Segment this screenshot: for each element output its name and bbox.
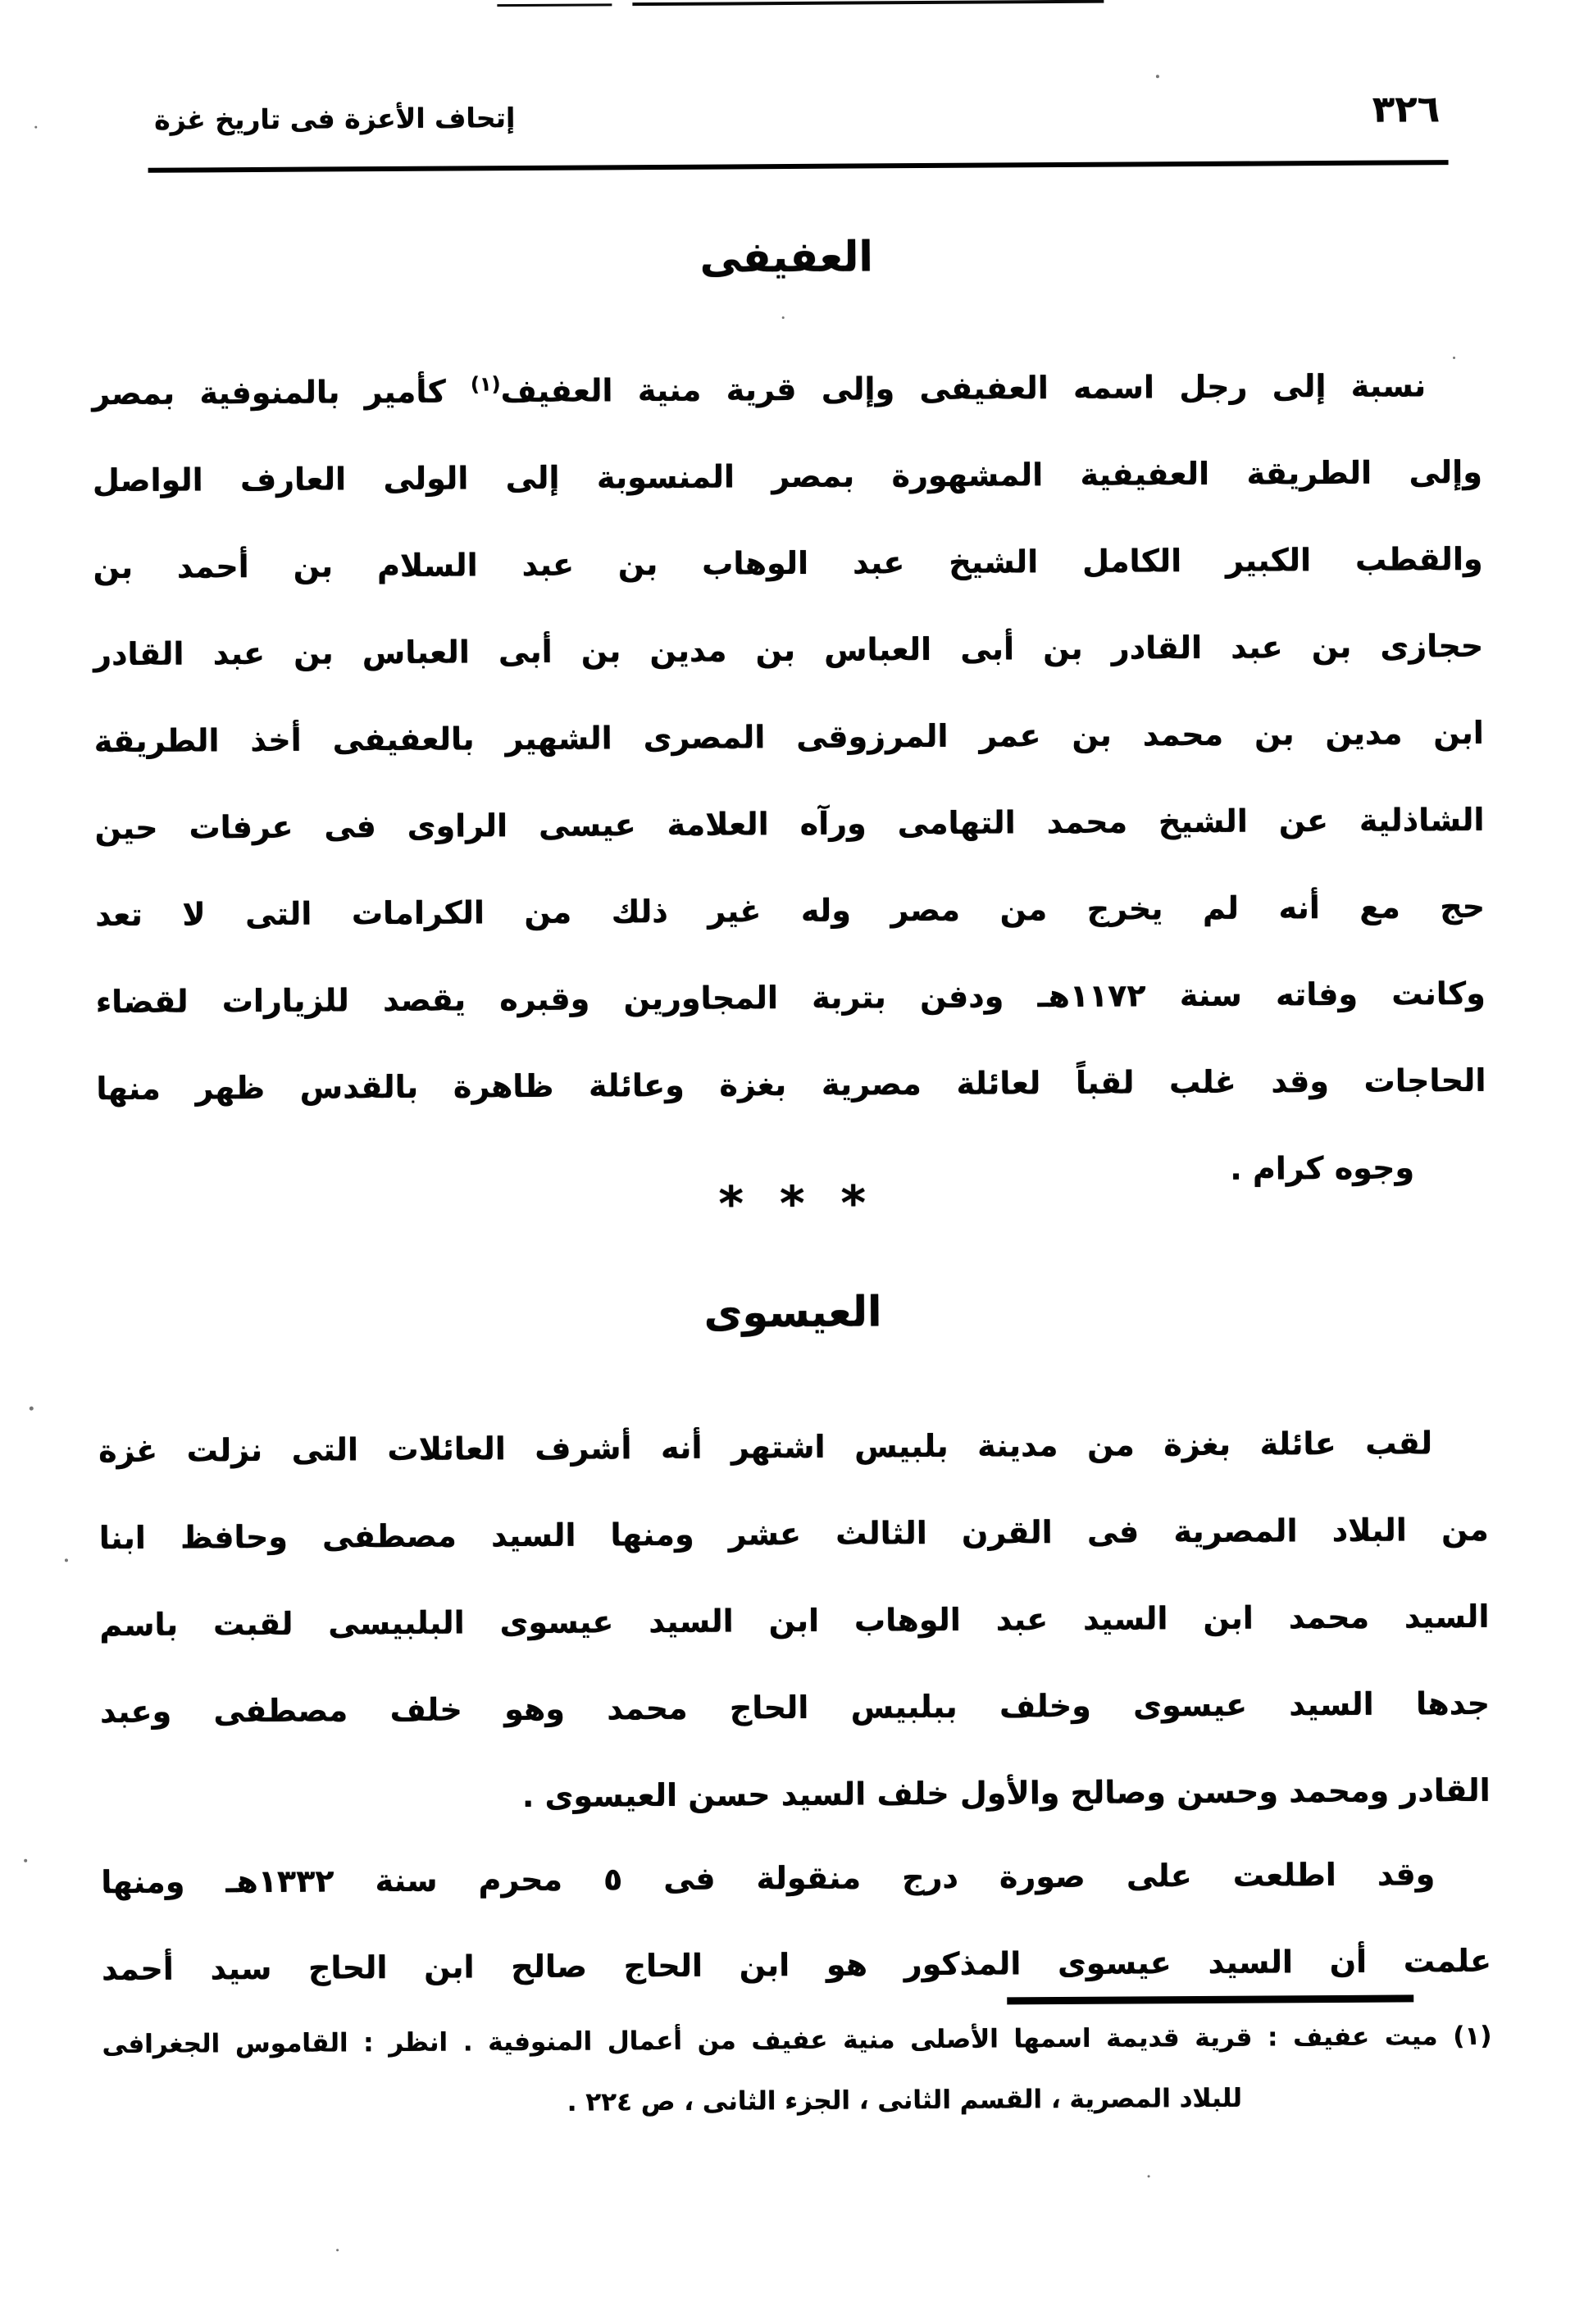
text-line: جدها السيد عيسوى وخلف ببلبيس الحاج محمد وهو خلف مصطفى وعبد: [99, 1685, 1491, 1730]
scan-speck: [30, 1407, 34, 1411]
text-line: لقب عائلة بغزة من مدينة بلبيس اشتهر أنه أشرف العائلات التى نزلت غزة: [98, 1425, 1433, 1470]
footnote-ref-marker: (١): [470, 372, 501, 396]
scan-speck: [24, 1859, 27, 1862]
text-line: القادر ومحمد وحسن وصالح والأول خلف السيد حسن العيسوى .: [521, 1771, 1491, 1815]
text-line: وكانت وفاته سنة ١١٧٢هـ ودفن بتربة المجاورين وقبره يقصد للزيارات لقضاء: [95, 975, 1486, 1021]
text-line: وقد اطلعت على صورة درج منقولة فى ٥ محرم سنة ١٣٣٢هـ ومنها: [101, 1856, 1436, 1901]
text-line: حجازى بن عبد القادر بن أبى العباس بن مدين بن أبى العباس بن عبد القادر: [93, 627, 1484, 673]
text-line: [92, 342, 1482, 437]
scan-edge-artifact: [497, 3, 612, 7]
text-line: ابن مدين بن محمد بن عمر المرزوقى المصرى الشهير بالعفيفى أخذ الطريقة: [93, 714, 1484, 760]
scan-speck: [34, 126, 37, 129]
scan-speck: [65, 1558, 68, 1562]
scan-speck: [1148, 2175, 1150, 2177]
text-line: الحاجات وقد غلب لقباً لعائلة مصرية بغزة وعائلة ظاهرة بالقدس ظهر منها: [96, 1062, 1486, 1107]
page-header: [154, 88, 1440, 145]
scan-speck: [1156, 75, 1159, 78]
text-line: حج مع أنه لم يخرج من مصر وله غير ذلك من الكرامات التى لا تعد: [95, 888, 1486, 934]
scan-speck: [1453, 357, 1455, 359]
section-heading-isawi: العيسوى: [703, 1288, 882, 1338]
text-line: علمت أن السيد عيسوى المذكور هو ابن الحاج صالح ابن الحاج سيد أحمد: [101, 1942, 1492, 1988]
text-line: وجوه كرام .: [1230, 1149, 1415, 1187]
book-title: إتحاف الأعزة فى تاريخ غزة: [154, 102, 516, 136]
paragraph-isawi-2: [101, 1831, 1491, 2012]
footnote-line: (١) ميت عفيف : قرية قديمة اسمها الأصلى منية عفيف من أعمال المنوفية . انظر : القاموس الجغرافى: [102, 2021, 1492, 2060]
paragraph-isawi-1: [98, 1399, 1491, 1842]
header-rule: [148, 160, 1449, 173]
page-number: ٣٢٦: [1372, 87, 1441, 131]
text-line: من البلاد المصرية فى القرن الثالث عشر ومنها السيد مصطفى وحافظ ابنا: [98, 1511, 1489, 1557]
text-line: والقطب الكبير الكامل الشيخ عبد الوهاب بن عبد السلام بن أحمد بن: [93, 540, 1483, 586]
section-heading-afifi: العفيفى: [699, 233, 874, 283]
text-run: كأمير بالمنوفية بمصر: [92, 373, 446, 412]
scan-speck: [336, 2249, 339, 2251]
footnote-line: للبلاد المصرية ، القسم الثانى ، الجزء الثانى ، ص ٢٢٤ .: [567, 2083, 1243, 2117]
section-separator-asterisks: * * *: [718, 1175, 867, 1232]
scan-edge-artifact: [632, 0, 1104, 6]
text-line: وإلى الطريقة العفيفية المشهورة بمصر المنسوبة إلى الولى العارف الواصل: [92, 453, 1483, 499]
paragraph-afifi: [92, 342, 1486, 1219]
footnote: [102, 2006, 1492, 2135]
text-line: الشاذلية عن الشيخ محمد التهامى ورآه العلامة عيسى الراوى فى عرفات حين: [94, 801, 1485, 847]
scan-speck: [782, 316, 785, 319]
text-run: نسبة إلى رجل اسمه العفيفى وإلى قرية منية العفيف: [500, 367, 1427, 410]
text-line: السيد محمد ابن السيد عبد الوهاب ابن السيد عيسوى البلبيسى لقبت باسم: [99, 1598, 1490, 1644]
